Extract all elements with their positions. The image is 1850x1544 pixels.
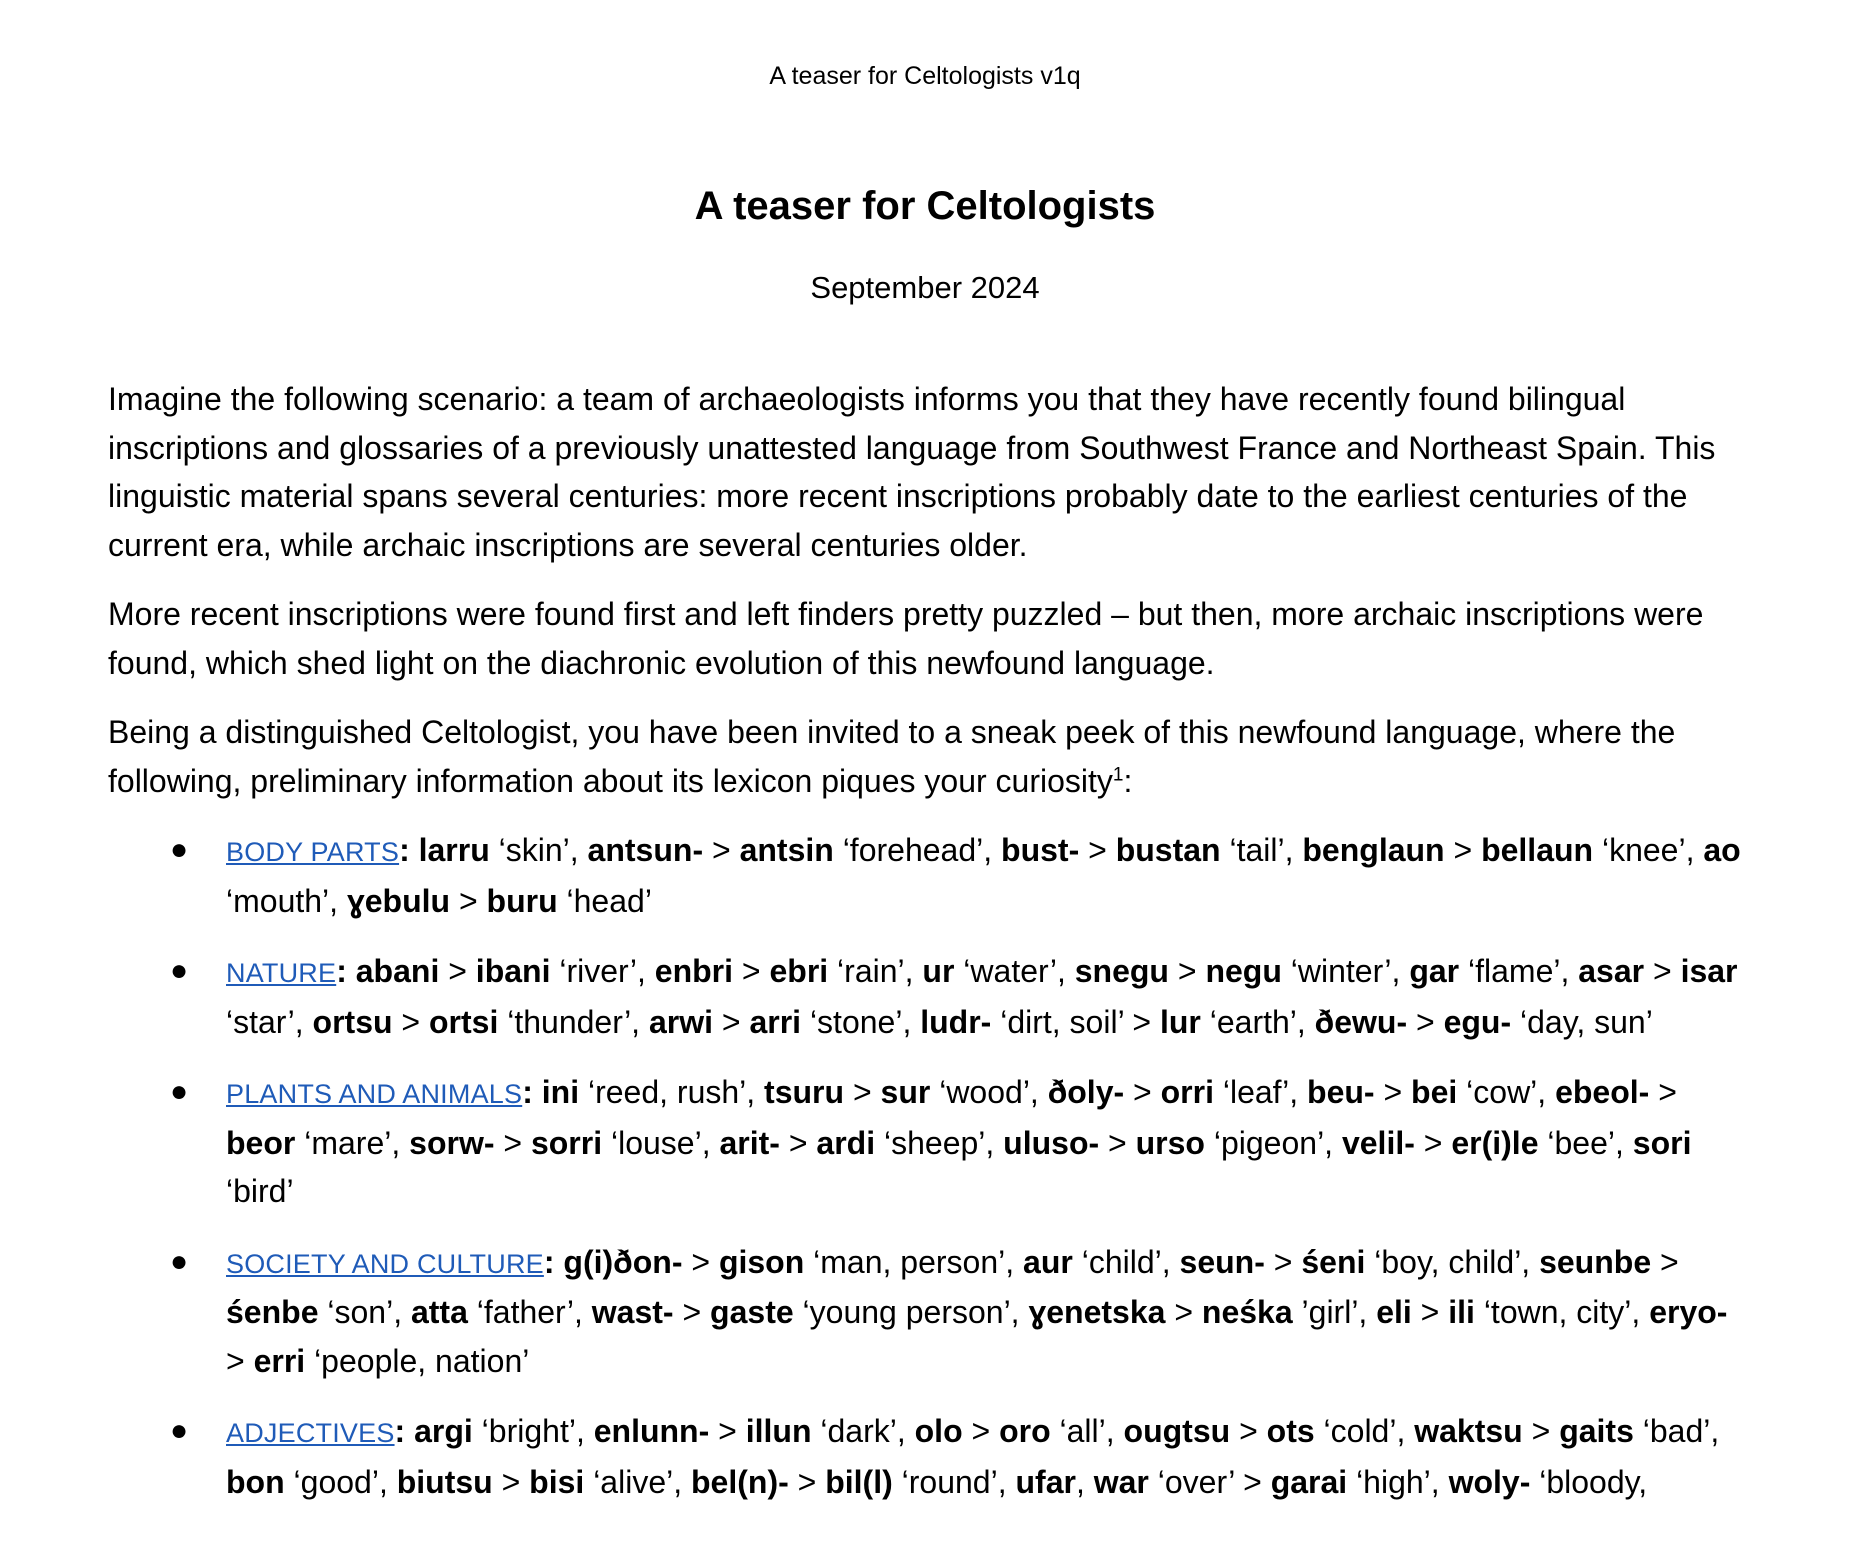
bullet-icon: ● [170, 833, 189, 866]
lexeme-form: bel(n)- [691, 1463, 789, 1500]
gloss-text: ‘bird’ [226, 1173, 294, 1209]
gloss-text: ‘alive’, [584, 1463, 691, 1500]
gloss-text: ‘bloody, [1530, 1463, 1648, 1500]
category-colon: : [522, 1074, 542, 1110]
gloss-text: ‘father’, [467, 1294, 592, 1330]
gloss-text: ‘bad’, [1633, 1413, 1720, 1449]
lexeme-form: seun- [1179, 1243, 1265, 1280]
gloss-text: ‘man, person’, [804, 1243, 1024, 1280]
category-colon: : [394, 1413, 415, 1449]
paragraph: More recent inscriptions were found first and left finders pretty puzzled – but then, more archaic inscriptions were found, which shed light on the diachronic evolution of this newfound language. [108, 596, 1704, 681]
lexeme-form: ougtsu [1123, 1413, 1231, 1449]
gloss-text: ‘star’, [226, 1003, 313, 1040]
gloss-text: ‘tail’, [1220, 832, 1303, 868]
gloss-text: ‘good’, [284, 1463, 397, 1500]
lexeme-form: aur [1023, 1243, 1073, 1280]
lexeme-form: oro [999, 1413, 1051, 1449]
gloss-text: > [1522, 1413, 1560, 1449]
gloss-text: > [1124, 1074, 1161, 1110]
lexeme-form: antsun- [587, 832, 704, 868]
lexeme-form: arit- [719, 1124, 780, 1161]
lexeme-form: er(i)le [1451, 1124, 1539, 1161]
lexeme-form: eryo- [1649, 1294, 1728, 1330]
lexeme-form: śenbe [226, 1294, 319, 1330]
gloss-text: ‘mouth’, [226, 882, 347, 919]
lexeme-form: enlunn- [593, 1413, 710, 1449]
bullet-icon: ● [170, 1075, 189, 1108]
lexeme-form: bei [1411, 1074, 1458, 1110]
lexeme-form: urso [1135, 1124, 1205, 1161]
lexeme-form: olo [914, 1413, 963, 1449]
gloss-text: ‘day, sun’ [1511, 1003, 1653, 1040]
category-colon: : [543, 1243, 564, 1280]
lexeme-form: velil- [1341, 1124, 1415, 1161]
gloss-text: ’girl’, [1292, 1294, 1377, 1330]
document-title: A teaser for Celtologists [694, 184, 1156, 228]
list-item [108, 826, 1748, 925]
gloss-text: , [1075, 1463, 1094, 1500]
lexeme-form: ili [1448, 1294, 1475, 1330]
lexeme-form: ebri [769, 953, 829, 989]
lexeme-form: ðoly- [1047, 1074, 1125, 1110]
lexeme-form: ufar [1015, 1463, 1076, 1500]
gloss-text: ‘louse’, [602, 1124, 720, 1161]
gloss-text: > [1165, 1294, 1202, 1330]
lexeme-form: argi [414, 1413, 473, 1449]
gloss-text: ‘river’, [550, 953, 655, 989]
gloss-text: > [1168, 953, 1206, 989]
gloss-text: ‘flame’, [1459, 953, 1579, 989]
category-colon: : [336, 953, 356, 989]
gloss-text: ‘round’, [892, 1463, 1016, 1500]
gloss-text: ‘all’, [1050, 1413, 1124, 1449]
lexeme-form: bon [226, 1463, 285, 1500]
lexicon-entries [226, 953, 1738, 1040]
gloss-text: ‘leaf’, [1213, 1074, 1308, 1110]
lexicon-entries [226, 832, 1741, 919]
gloss-text: ‘thunder’, [498, 1003, 649, 1040]
gloss-text: ‘child’, [1072, 1243, 1180, 1280]
gloss-text: ‘stone’, [801, 1003, 921, 1040]
lexeme-form: ɣenetska [1028, 1294, 1166, 1330]
lexeme-form: garai [1270, 1463, 1348, 1500]
lexeme-form: ibani [475, 953, 551, 989]
lexeme-form: g(i)ðon- [563, 1243, 683, 1280]
gloss-text: ‘over’ > [1148, 1463, 1271, 1500]
lexeme-form: snegu [1074, 953, 1169, 989]
gloss-text: ‘sheep’, [875, 1124, 1004, 1161]
gloss-text: > [392, 1003, 429, 1040]
lexeme-form: śeni [1301, 1243, 1366, 1280]
gloss-text: > [1264, 1243, 1302, 1280]
gloss-text: ‘young person’, [793, 1294, 1029, 1330]
document-date: September 2024 [810, 270, 1040, 305]
lexeme-form: orri [1160, 1074, 1214, 1110]
footnote-reference[interactable]: 1 [1112, 763, 1124, 785]
lexeme-form: uluso- [1003, 1124, 1100, 1161]
gloss-text: > [779, 1124, 817, 1161]
lexicon-list [108, 826, 1748, 1506]
lexeme-form: ini [541, 1074, 580, 1110]
lexeme-form: gaste [710, 1294, 794, 1330]
gloss-text: > [962, 1413, 1000, 1449]
lexeme-form: antsin [739, 832, 834, 868]
lexeme-form: sorri [530, 1124, 603, 1161]
gloss-text: ‘forehead’, [833, 832, 1002, 868]
gloss-text: > [1651, 1243, 1679, 1280]
gloss-text: ‘head’ [557, 882, 652, 919]
gloss-text: ‘bright’, [472, 1413, 594, 1449]
lexeme-form: atta [410, 1294, 468, 1330]
gloss-text: > [1411, 1294, 1449, 1330]
gloss-text: ‘knee’, [1593, 832, 1704, 868]
gloss-text: ‘dirt, soil’ > [991, 1003, 1160, 1040]
gloss-text: > [1644, 953, 1681, 989]
paragraph: Imagine the following scenario: a team of archaeologists informs you that they have recently found bilingual inscriptions and glossaries of a previously unattested language from Southwest France and Northeast Spain. This linguistic material spans several centuries: more recent inscriptions probably date to the earliest centuries of the current era, while archaic inscriptions are several centuries older. [108, 381, 1716, 563]
lexeme-form: ur [922, 953, 955, 989]
gloss-text: > [712, 1003, 750, 1040]
lexeme-form: gison [718, 1243, 805, 1280]
lexicon-entries [226, 1413, 1719, 1500]
lexeme-form: enbri [654, 953, 733, 989]
gloss-text: > [788, 1463, 826, 1500]
category-colon: : [399, 832, 419, 868]
lexeme-form: illun [745, 1413, 812, 1449]
lexeme-form: eli [1376, 1294, 1412, 1330]
gloss-text: > [1444, 832, 1482, 868]
gloss-text: ‘water’, [954, 953, 1075, 989]
lexeme-form: woly- [1448, 1463, 1531, 1500]
lexeme-form: larru [418, 832, 490, 868]
gloss-text: > [733, 953, 770, 989]
lexeme-form: war [1093, 1463, 1149, 1500]
gloss-text: ‘dark’, [811, 1413, 915, 1449]
bullet-icon: ● [170, 1244, 189, 1278]
gloss-text: > [1374, 1074, 1412, 1110]
gloss-text: > [439, 953, 476, 989]
lexeme-form: bisi [529, 1463, 585, 1500]
gloss-text: ‘earth’, [1200, 1003, 1315, 1040]
list-item [108, 1407, 1748, 1506]
lexeme-form: ludr- [920, 1003, 992, 1040]
gloss-text: ‘reed, rush’, [579, 1074, 765, 1110]
lexeme-form: biutsu [396, 1463, 493, 1500]
paragraph [108, 708, 1748, 805]
lexeme-form: benglaun [1302, 832, 1445, 868]
paragraph-end: : [1123, 762, 1133, 799]
category-link[interactable]: PLANTS AND ANIMALS [226, 1079, 523, 1109]
lexeme-form: wast- [591, 1294, 674, 1330]
gloss-text: ‘rain’, [828, 953, 923, 989]
lexeme-form: ortsi [429, 1003, 499, 1040]
paragraph-text: Being a distinguished Celtologist, you have been invited to a sneak peek of this newfound language, where the following, preliminary information about its lexicon piques your curiosity [108, 714, 1676, 799]
list-item [108, 1068, 1748, 1216]
lexeme-form: erri [253, 1342, 306, 1379]
gloss-text: > [709, 1413, 746, 1449]
gloss-text: > [450, 882, 487, 919]
lexeme-form: asar [1578, 953, 1645, 989]
category-link[interactable]: SOCIETY AND CULTURE [226, 1248, 544, 1279]
category-link[interactable]: ADJECTIVES [226, 1418, 395, 1448]
lexeme-form: ebeol- [1555, 1074, 1650, 1110]
list-item [108, 1238, 1748, 1386]
gloss-text: ‘bee’, [1538, 1124, 1633, 1161]
lexeme-form: ɣebulu [346, 882, 451, 919]
lexeme-form: ardi [816, 1124, 876, 1161]
gloss-text: > [1407, 1003, 1444, 1040]
gloss-text: ‘skin’, [489, 832, 588, 868]
lexeme-form: bust- [1001, 832, 1080, 868]
lexeme-form: abani [355, 953, 440, 989]
gloss-text: > [682, 1243, 719, 1280]
gloss-text: ‘cow’, [1457, 1074, 1556, 1110]
lexeme-form: sur [880, 1074, 931, 1110]
gloss-text: > [1230, 1413, 1267, 1449]
gloss-text: ‘wood’, [930, 1074, 1048, 1110]
lexeme-form: sori [1632, 1124, 1692, 1161]
category-link[interactable]: BODY PARTS [226, 837, 400, 867]
gloss-text: ‘pigeon’, [1204, 1124, 1342, 1161]
gloss-text: ‘son’, [318, 1294, 411, 1330]
lexeme-form: ðewu- [1314, 1003, 1408, 1040]
gloss-text: > [494, 1124, 531, 1161]
lexeme-form: egu- [1443, 1003, 1512, 1040]
gloss-text: > [226, 1342, 254, 1379]
lexeme-form: gaits [1559, 1413, 1634, 1449]
gloss-text: > [673, 1294, 711, 1330]
lexeme-form: gar [1409, 953, 1460, 989]
gloss-text: ‘cold’, [1314, 1413, 1415, 1449]
lexeme-form: bil(l) [825, 1463, 893, 1500]
gloss-text: > [703, 832, 740, 868]
running-header: A teaser for Celtologists v1q [769, 62, 1081, 90]
gloss-text: ‘people, nation’ [305, 1342, 530, 1379]
lexeme-form: buru [486, 882, 558, 919]
lexeme-form: lur [1159, 1003, 1201, 1040]
lexeme-form: tsuru [764, 1074, 845, 1110]
lexeme-form: waktsu [1414, 1413, 1523, 1449]
lexeme-form: isar [1680, 953, 1738, 989]
lexeme-form: bustan [1115, 832, 1221, 868]
gloss-text: > [1414, 1124, 1452, 1161]
lexeme-form: ots [1266, 1413, 1315, 1449]
gloss-text: ‘boy, child’, [1365, 1243, 1540, 1280]
lexeme-form: negu [1205, 953, 1282, 989]
gloss-text: > [1099, 1124, 1136, 1161]
lexeme-form: sorw- [409, 1124, 495, 1161]
bullet-icon: ● [170, 1414, 189, 1447]
gloss-text: > [844, 1074, 881, 1110]
lexeme-form: beu- [1307, 1074, 1375, 1110]
gloss-text: ‘town, city’, [1474, 1294, 1650, 1330]
lexeme-form: arwi [648, 1003, 713, 1040]
lexeme-form: ao [1703, 832, 1741, 868]
lexeme-form: seunbe [1539, 1243, 1652, 1280]
bullet-icon: ● [170, 954, 189, 987]
category-link[interactable]: NATURE [226, 958, 337, 988]
gloss-text: ‘mare’, [295, 1124, 410, 1161]
list-item [108, 947, 1748, 1046]
lexeme-form: ortsu [312, 1003, 393, 1040]
lexeme-form: bellaun [1481, 832, 1594, 868]
gloss-text: > [1079, 832, 1116, 868]
lexeme-form: neśka [1201, 1294, 1293, 1330]
lexeme-form: arri [749, 1003, 802, 1040]
gloss-text: ‘winter’, [1281, 953, 1410, 989]
gloss-text: > [1649, 1074, 1677, 1110]
gloss-text: > [492, 1463, 530, 1500]
gloss-text: ‘high’, [1347, 1463, 1449, 1500]
lexeme-form: beor [226, 1124, 296, 1161]
document-body [108, 375, 1748, 1528]
